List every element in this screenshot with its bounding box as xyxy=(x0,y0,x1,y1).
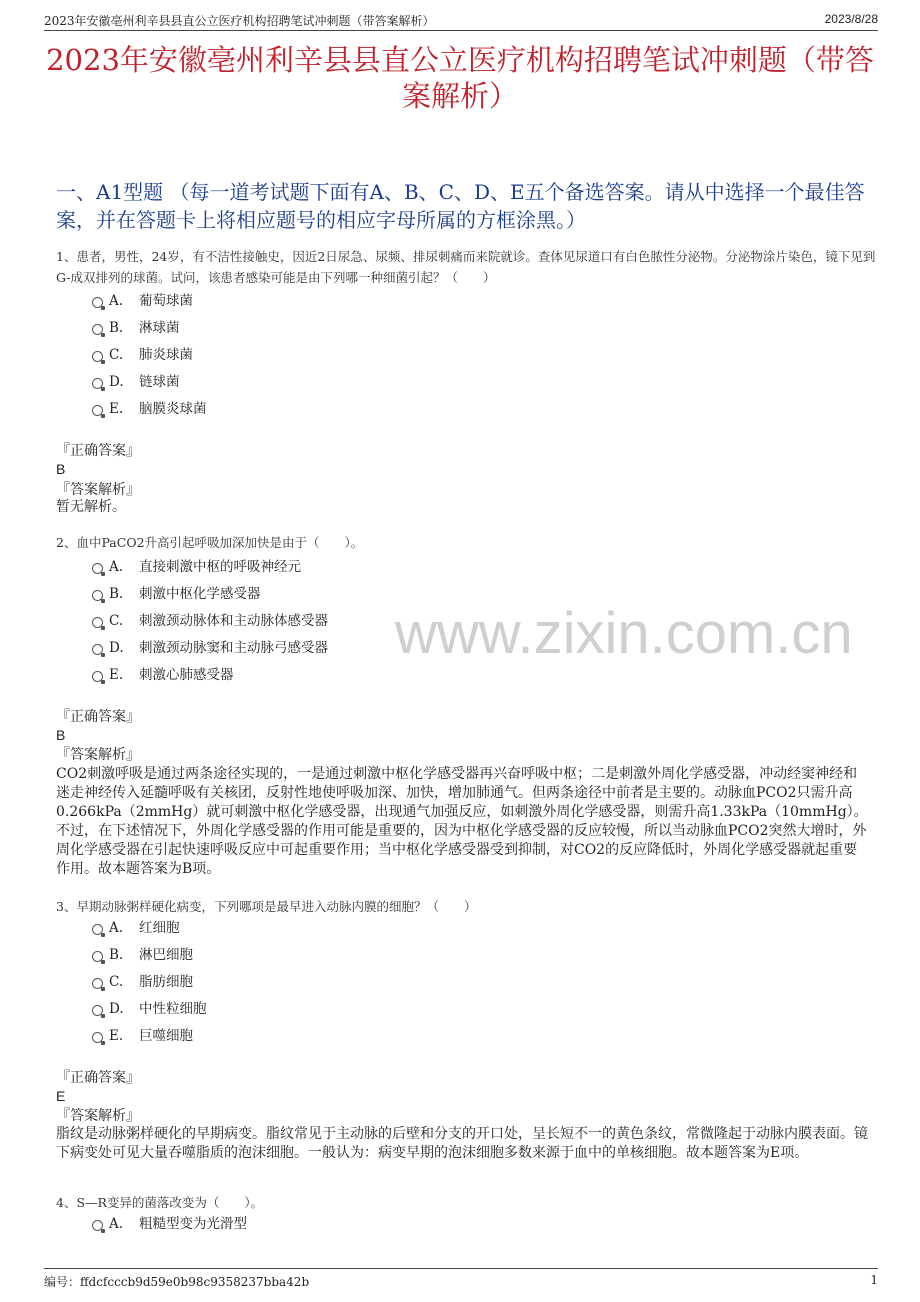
correct-answer-label: 『正确答案』 xyxy=(56,709,140,725)
analysis-text-3: 脂纹是动脉粥样硬化的早期病变。脂纹常见于主动脉的后壁和分支的开口处，呈长短不一的黄色条纹，常微隆起于动脉内膜表面。镜下病变处可见大量吞噬脂质的泡沫细胞。一般认为：病变早期的泡沫细胞多数来源于血中的单核细胞。故本题答案为E项。 xyxy=(56,1126,868,1161)
option-1e[interactable]: E. 脑膜炎球菌 xyxy=(92,398,207,420)
question-stem-2: 2、血中PaCO2升高引起呼吸加深加快是由于（ ）。 xyxy=(56,535,364,550)
question-stem-4: 4、S—R变异的菌落改变为（ ）。 xyxy=(56,1195,264,1210)
radio-icon xyxy=(92,351,103,362)
option-3c[interactable]: C. 脂肪细胞 xyxy=(92,971,193,993)
option-3b[interactable]: B. 淋巴细胞 xyxy=(92,944,193,966)
section-heading: 一、A1型题 （每一道考试题下面有A、B、C、D、E五个备选答案。请从中选择一个最佳答案，并在答题卡上将相应题号的相应字母所属的方框涂黑。） xyxy=(56,180,865,232)
radio-icon xyxy=(92,671,103,682)
correct-answer-3: E xyxy=(56,1088,66,1104)
option-1a[interactable]: A. 葡萄球菌 xyxy=(92,290,193,312)
option-1c[interactable]: C. 肺炎球菌 xyxy=(92,344,193,366)
radio-icon xyxy=(92,590,103,601)
radio-icon xyxy=(92,644,103,655)
option-1b[interactable]: B. 淋球菌 xyxy=(92,317,180,339)
option-2e[interactable]: E. 刺激心肺感受器 xyxy=(92,664,234,686)
analysis-text-2: CO2刺激呼吸是通过两条途径实现的，一是通过刺激中枢化学感受器再兴奋呼吸中枢；二是刺激外周化学感受器，冲动经窦神经和迷走神经传入延髓呼吸有关核团，反射性地使呼吸加深、加快，增加肺通气。但两条途径中前者是主要的。动脉血PCO2只需升高0.266kPa（2mmHg）就可刺激中枢化学感受器，出现通气加强反应，如刺激外周化学感受器，则需升高1.33kPa（10mmHg）。不过，在下述情况下，外周化学感受器的作用可能是重要的，因为中枢化学感受器的反应较慢，所以当动脉血PCO2突然大增时，外周化学感受器在引起快速呼吸反应中可起重要作用；当中枢化学感受器受到抑制，对CO2的反应降低时，外周化学感受器就起重要作用。故本题答案为B项。 xyxy=(56,766,868,877)
page-number: 1 xyxy=(870,1273,878,1287)
analysis-label: 『答案解析』 xyxy=(56,1108,140,1124)
option-3a[interactable]: A. 红细胞 xyxy=(92,917,180,939)
option-2a[interactable]: A. 直接刺激中枢的呼吸神经元 xyxy=(92,556,301,578)
radio-icon xyxy=(92,405,103,416)
page-footer xyxy=(44,1268,878,1289)
radio-icon xyxy=(92,324,103,335)
correct-answer-label: 『正确答案』 xyxy=(56,443,140,459)
radio-icon xyxy=(92,951,103,962)
document-title: 2023年安徽亳州利辛县县直公立医疗机构招聘笔试冲刺题（带答案解析） xyxy=(46,43,874,113)
header-date: 2023/8/28 xyxy=(824,12,878,26)
radio-icon xyxy=(92,563,103,574)
radio-icon xyxy=(92,1220,103,1231)
document-code: 编号：ffdcfcccb9d59e0b98c9358237bba42b xyxy=(44,1275,310,1289)
page-header xyxy=(44,10,878,31)
radio-icon xyxy=(92,978,103,989)
option-4a[interactable]: A. 粗糙型变为光滑型 xyxy=(92,1213,247,1235)
correct-answer-2: B xyxy=(56,727,66,743)
option-2b[interactable]: B. 刺激中枢化学感受器 xyxy=(92,583,261,605)
question-stem-1: 1、患者，男性，24岁，有不洁性接触史，因近2日尿急、尿频、排尿刺痛而来院就诊。查体见尿道口有白色脓性分泌物。分泌物涂片染色，镜下见到G-成双排列的球菌。试问，该患者感染可能是由下列哪一种细菌引起？（ ） xyxy=(56,249,876,285)
radio-icon xyxy=(92,297,103,308)
analysis-text-1: 暂无解析。 xyxy=(56,499,126,515)
radio-icon xyxy=(92,924,103,935)
analysis-label: 『答案解析』 xyxy=(56,482,140,498)
correct-answer-label: 『正确答案』 xyxy=(56,1070,140,1086)
question-stem-3: 3、早期动脉粥样硬化病变，下列哪项是最早进入动脉内膜的细胞？（ ） xyxy=(56,899,477,914)
watermark: www.zixin.com.cn xyxy=(395,601,853,666)
radio-icon xyxy=(92,1032,103,1043)
option-1d[interactable]: D. 链球菌 xyxy=(92,371,180,393)
analysis-label: 『答案解析』 xyxy=(56,747,140,763)
radio-icon xyxy=(92,378,103,389)
header-title: 2023年安徽亳州利辛县县直公立医疗机构招聘笔试冲刺题（带答案解析） xyxy=(44,14,435,28)
option-3e[interactable]: E. 巨噬细胞 xyxy=(92,1025,193,1047)
option-3d[interactable]: D. 中性粒细胞 xyxy=(92,998,207,1020)
correct-answer-1: B xyxy=(56,461,66,477)
option-2d[interactable]: D. 刺激颈动脉窦和主动脉弓感受器 xyxy=(92,637,328,659)
radio-icon xyxy=(92,617,103,628)
radio-icon xyxy=(92,1005,103,1016)
option-2c[interactable]: C. 刺激颈动脉体和主动脉体感受器 xyxy=(92,610,328,632)
